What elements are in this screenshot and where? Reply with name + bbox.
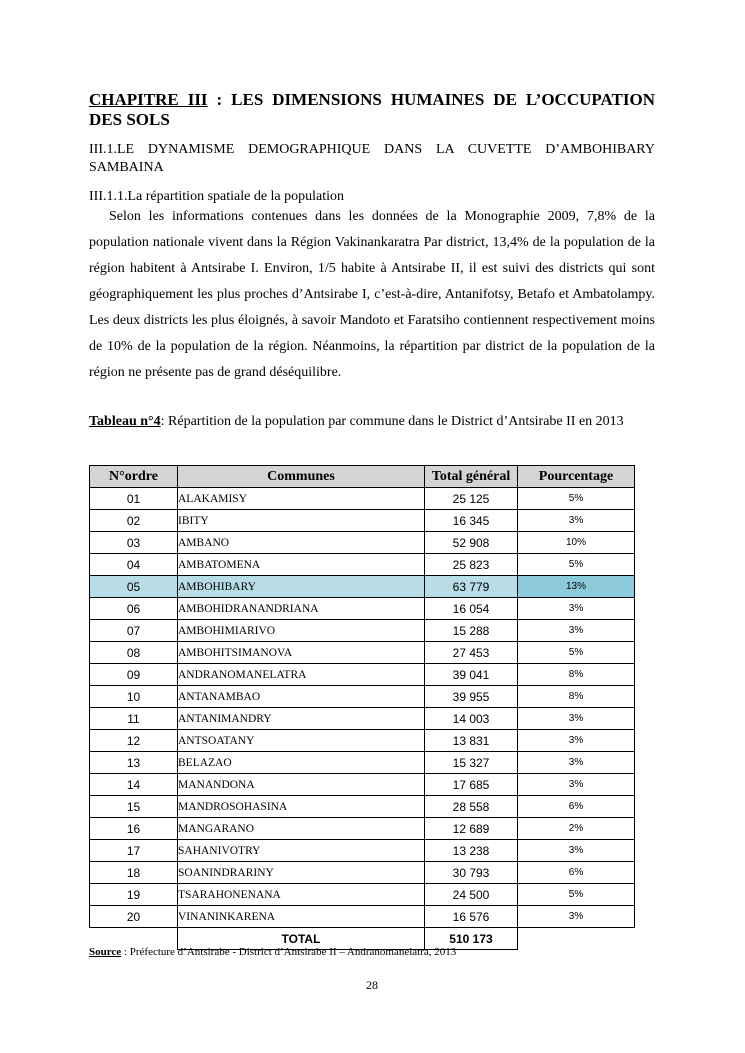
cell-ordre: 04 [90,554,178,576]
cell-pourcentage: 13% [518,576,635,598]
cell-ordre: 01 [90,488,178,510]
table-row [90,796,635,818]
cell-pourcentage: 3% [518,752,635,774]
cell-commune: AMBOHIMIARIVO [178,620,425,642]
cell-commune: ANTANAMBAO [178,686,425,708]
cell-commune: AMBANO [178,532,425,554]
cell-pourcentage: 3% [518,620,635,642]
table-source [89,946,456,958]
cell-commune: AMBATOMENA [178,554,425,576]
table-row [90,840,635,862]
cell-pourcentage: 3% [518,598,635,620]
cell-total: 25 823 [425,554,518,576]
cell-commune: ANTSOATANY [178,730,425,752]
table-row [90,642,635,664]
body-paragraph: Selon les informations contenues dans les données de la Monographie 2009, 7,8% de la population nationale vivent dans la Région Vakinankaratra Par district, 13,4% de la population de la région habitent à Antsirabe I. Environ, 1/5 habite à Antsirabe II, il est suivi des districts qui sont géographiquement les plus proches d’Antsirabe I, c’est-à-dire, Antanifotsy, Betafo et Ambatolampy. Les deux districts les plus éloignés, à savoir Mandoto et Faratsiho contiennent respectivement moins de 10% de la population de la région. Néanmoins, la répartition par district de la population de la région ne présente pas de grand déséquilibre. [89,209,655,380]
cell-total: 12 689 [425,818,518,840]
cell-commune: TSARAHONENANA [178,884,425,906]
cell-commune: AMBOHITSIMANOVA [178,642,425,664]
table-header-row [90,466,635,488]
cell-total: 13 831 [425,730,518,752]
cell-pourcentage: 2% [518,818,635,840]
table-row [90,576,635,598]
cell-total: 39 041 [425,664,518,686]
page-number: 28 [366,978,378,992]
cell-pourcentage: 5% [518,642,635,664]
cell-ordre: 08 [90,642,178,664]
cell-commune: MANGARANO [178,818,425,840]
cell-ordre: 20 [90,906,178,928]
cell-commune: SAHANIVOTRY [178,840,425,862]
table-row [90,730,635,752]
table-row [90,532,635,554]
cell-ordre: 17 [90,840,178,862]
cell-total: 17 685 [425,774,518,796]
table-row [90,818,635,840]
population-table [89,465,635,950]
cell-ordre: 05 [90,576,178,598]
cell-pourcentage: 3% [518,510,635,532]
cell-commune: BELAZAO [178,752,425,774]
header-ordre: N°ordre [90,466,178,488]
cell-ordre: 14 [90,774,178,796]
cell-pourcentage: 8% [518,664,635,686]
source-text: : Préfecture d’Antsirabe - District d’Antsirabe II – Andranomanelatra, 2013 [121,946,457,958]
cell-total: 16 345 [425,510,518,532]
cell-total: 14 003 [425,708,518,730]
cell-ordre: 18 [90,862,178,884]
cell-pourcentage: 3% [518,730,635,752]
cell-ordre: 07 [90,620,178,642]
table-row [90,686,635,708]
cell-commune: SOANINDRARINY [178,862,425,884]
cell-pourcentage: 5% [518,884,635,906]
cell-pourcentage: 6% [518,862,635,884]
cell-total: 16 576 [425,906,518,928]
cell-commune: IBITY [178,510,425,532]
cell-pourcentage: 3% [518,708,635,730]
cell-ordre: 11 [90,708,178,730]
cell-total: 16 054 [425,598,518,620]
cell-ordre: 10 [90,686,178,708]
table-row [90,664,635,686]
table-row [90,708,635,730]
cell-commune: AMBOHIDRANANDRIANA [178,598,425,620]
table-body [90,488,635,928]
cell-ordre: 19 [90,884,178,906]
table-caption [89,410,655,434]
table-row [90,510,635,532]
cell-ordre: 15 [90,796,178,818]
cell-pourcentage: 5% [518,488,635,510]
table-row [90,774,635,796]
table-row [90,884,635,906]
cell-commune: ANTANIMANDRY [178,708,425,730]
cell-commune: ALAKAMISY [178,488,425,510]
table-row [90,906,635,928]
table-row [90,620,635,642]
table-row [90,488,635,510]
cell-pourcentage: 3% [518,774,635,796]
cell-pourcentage: 10% [518,532,635,554]
cell-total: 39 955 [425,686,518,708]
cell-total: 30 793 [425,862,518,884]
cell-pourcentage: 3% [518,906,635,928]
cell-ordre: 02 [90,510,178,532]
cell-total: 13 238 [425,840,518,862]
section-heading-2: III.1.1.La répartition spatiale de la population [89,189,345,204]
cell-pourcentage: 6% [518,796,635,818]
cell-total: 24 500 [425,884,518,906]
chapter-heading [89,90,655,130]
cell-pourcentage: 8% [518,686,635,708]
cell-commune: AMBOHIBARY [178,576,425,598]
table-row [90,752,635,774]
cell-total: 27 453 [425,642,518,664]
cell-pourcentage: 3% [518,840,635,862]
header-communes: Communes [178,466,425,488]
table-caption-label: Tableau n°4 [89,414,161,429]
cell-total: 52 908 [425,532,518,554]
source-label: Source [89,946,122,958]
cell-total: 15 288 [425,620,518,642]
cell-ordre: 06 [90,598,178,620]
cell-commune: ANDRANOMANELATRA [178,664,425,686]
chapter-label: CHAPITRE III [89,90,208,109]
header-pourcentage: Pourcentage [518,466,635,488]
cell-total: 25 125 [425,488,518,510]
cell-ordre: 16 [90,818,178,840]
section-heading-1: III.1.LE DYNAMISME DEMOGRAPHIQUE DANS LA CUVETTE D’AMBOHIBARY SAMBAINA [89,142,655,175]
cell-ordre: 09 [90,664,178,686]
cell-total: 63 779 [425,576,518,598]
chapter-title: : LES DIMENSIONS HUMAINES DE L’OCCUPATION DES SOLS [89,90,655,129]
cell-commune: MANDROSOHASINA [178,796,425,818]
table-row [90,598,635,620]
header-total: Total général [425,466,518,488]
cell-ordre: 13 [90,752,178,774]
table-row [90,554,635,576]
cell-commune: VINANINKARENA [178,906,425,928]
cell-total: 15 327 [425,752,518,774]
total-value: 510 173 [425,928,518,950]
cell-ordre: 12 [90,730,178,752]
cell-commune: MANANDONA [178,774,425,796]
table-caption-text: : Répartition de la population par commune dans le District d’Antsirabe II en 2013 [160,414,624,429]
cell-total: 28 558 [425,796,518,818]
cell-ordre: 03 [90,532,178,554]
total-label: TOTAL [178,928,425,950]
table-row [90,862,635,884]
cell-pourcentage: 5% [518,554,635,576]
